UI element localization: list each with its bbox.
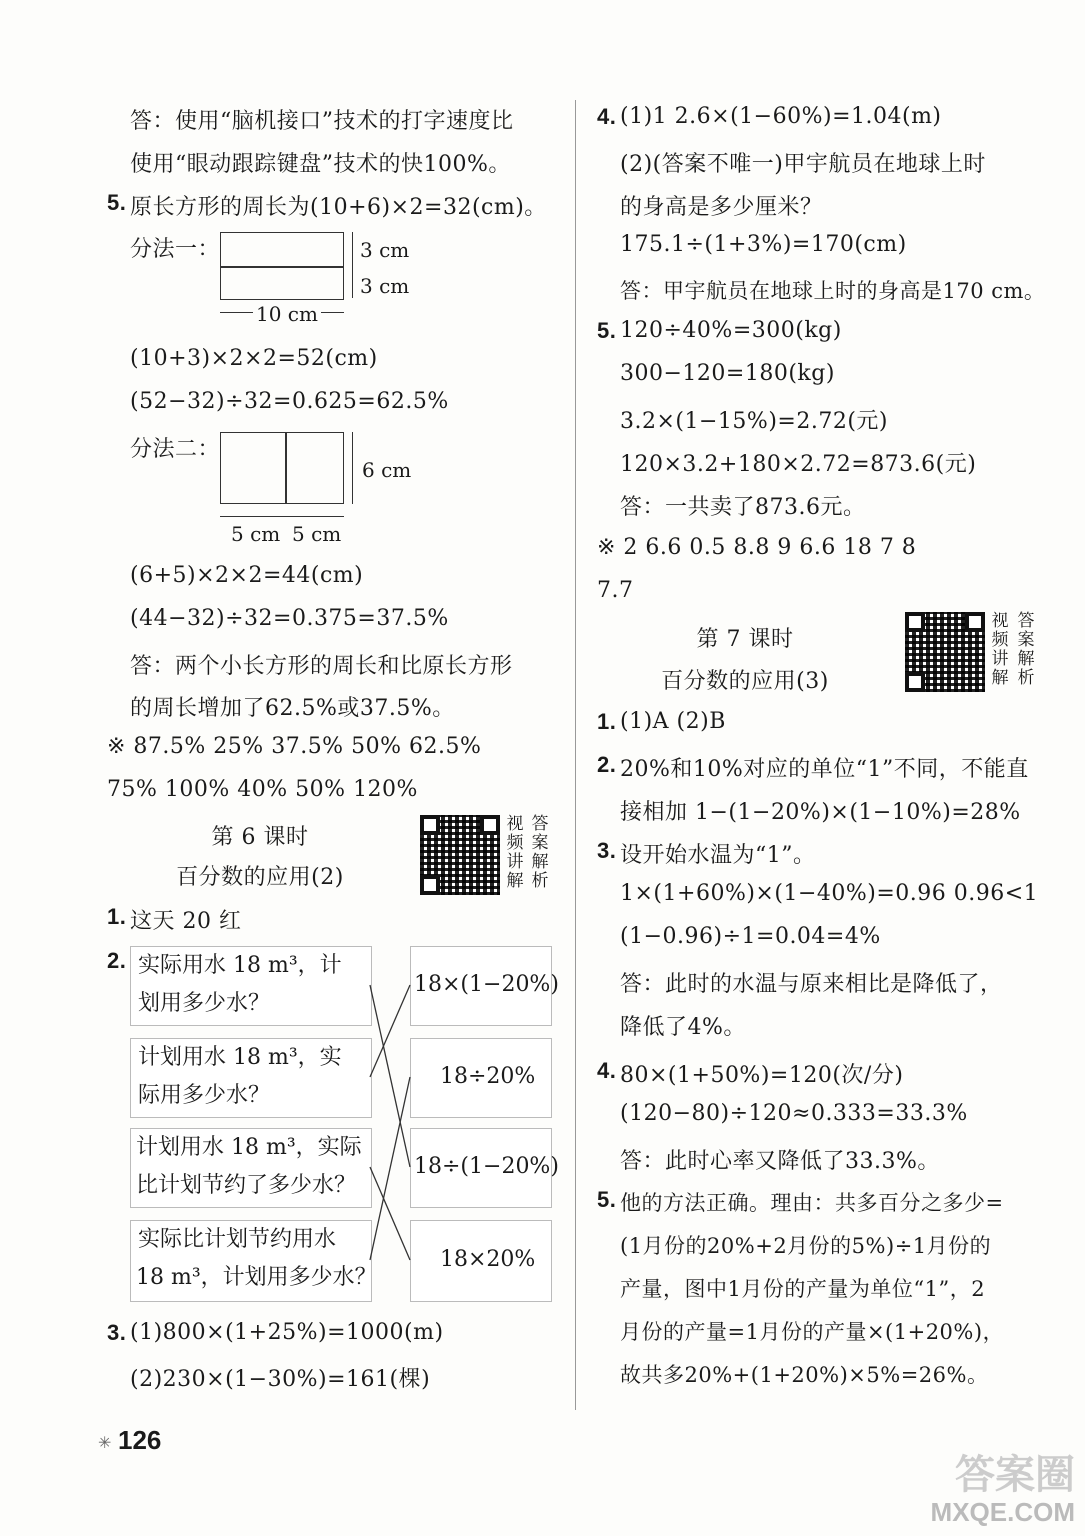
answer-line: 答：此时心率又降低了33.3%。 xyxy=(620,1149,940,1174)
qr-label: 答案解析 xyxy=(531,814,549,891)
answer-line: 的身高是多少厘米？ xyxy=(620,195,823,220)
question-number: 2. xyxy=(107,948,127,973)
answer-line: 月份的产量=1月份的产量×(1+20%)， xyxy=(620,1320,1005,1344)
calc-line: (120−80)÷120≈0.333=33.3% xyxy=(620,1101,968,1126)
calc-line: 120÷40%=300(kg) xyxy=(620,318,842,343)
watermark-logo: 答案圈 MXQE.COM xyxy=(930,1453,1075,1527)
calc-line: 300−120=180(kg) xyxy=(620,361,835,386)
match-left-line: 18 m³，计划用多少水？ xyxy=(136,1265,377,1290)
method-label: 分法二： xyxy=(130,437,221,462)
match-left-line: 计划用水 18 m³，实 xyxy=(138,1045,342,1070)
match-right-text: 18×(1−20%) xyxy=(414,972,559,997)
answer-line: 故共多20%+(1+20%)×5%=26%。 xyxy=(620,1363,989,1387)
match-line xyxy=(370,985,410,1167)
method-label: 分法一： xyxy=(130,237,221,262)
star-icon: ✳ xyxy=(98,1433,112,1452)
dimension-label: 3 cm xyxy=(360,238,410,262)
calc-line: 120×3.2+180×2.72=873.6(元) xyxy=(620,452,977,477)
calc-line: 175.1÷(1+3%)=170(cm) xyxy=(620,232,907,257)
question-number: 3. xyxy=(597,838,617,863)
qr-finder xyxy=(905,672,925,692)
match-left-line: 实际用水 18 m³，计 xyxy=(138,953,342,978)
bonus-line: 7.7 xyxy=(597,578,634,603)
answer-line: 使用“眼动跟踪键盘”技术的快100%。 xyxy=(130,152,511,177)
match-left-line: 计划用水 18 m³，实际 xyxy=(136,1135,362,1160)
match-left-line: 划用多少水？ xyxy=(138,991,271,1016)
answer-line: 答：两个小长方形的周长和比原长方形 xyxy=(130,654,513,679)
question-number: 1. xyxy=(107,904,127,929)
answer-line: 20%和10%对应的单位“1”不同，不能直 xyxy=(620,757,1029,782)
qr-finder xyxy=(905,612,925,632)
dimension-label: 5 cm xyxy=(231,522,281,546)
answer-line: 的周长增加了62.5%或37.5%。 xyxy=(130,696,455,721)
section-title: 第 7 课时 xyxy=(696,627,794,652)
answer-line: 他的方法正确。理由：共多百分之多少= xyxy=(620,1191,1004,1215)
section-subtitle: 百分数的应用(3) xyxy=(661,669,829,694)
dimension-label: 6 cm xyxy=(362,458,412,482)
answer-line: 答：此时的水温与原来相比是降低了， xyxy=(620,972,1003,997)
answer-line: (2)(答案不唯一)甲宇航员在地球上时 xyxy=(620,152,986,177)
qr-finder xyxy=(965,612,985,632)
qr-label: 答案解析 xyxy=(1017,611,1035,688)
answer-line: (1)A (2)B xyxy=(620,709,726,734)
calc-line: (44−32)÷32=0.375=37.5% xyxy=(130,606,449,631)
calc-line: (1)1 2.6×(1−60%)=1.04(m) xyxy=(620,104,942,129)
question-number: 4. xyxy=(597,1058,617,1083)
answer-line: 这天 20 红 xyxy=(130,909,242,934)
calc-line: (1)800×(1+25%)=1000(m) xyxy=(130,1320,444,1345)
dimension-label: 10 cm xyxy=(253,302,321,326)
answer-line: 答：甲宇航员在地球上时的身高是170 cm。 xyxy=(620,279,1046,303)
calc-line: (10+3)×2×2=52(cm) xyxy=(130,346,378,371)
match-right-text: 18÷(1−20%) xyxy=(414,1154,559,1179)
section-title: 第 6 课时 xyxy=(211,825,309,850)
dimension-label: 3 cm xyxy=(360,274,410,298)
qr-label: 视频讲解 xyxy=(991,611,1009,688)
match-left-line: 实际比计划节约用水 xyxy=(138,1227,337,1252)
calc-line: (52−32)÷32=0.625=62.5% xyxy=(130,389,449,414)
match-right-text: 18÷20% xyxy=(440,1064,536,1089)
answer-line: 产量，图中1月份的产量为单位“1”，2 xyxy=(620,1277,986,1301)
calc-line: 80×(1+50%)=120(次/分) xyxy=(620,1063,904,1088)
answer-line: 答：使用“脑机接口”技术的打字速度比 xyxy=(130,109,514,134)
answer-line: 答：一共卖了873.6元。 xyxy=(620,495,866,520)
bonus-line: ※ 2 6.6 0.5 8.8 9 6.6 18 7 8 xyxy=(597,535,917,560)
calc-line: 3.2×(1−15%)=2.72(元) xyxy=(620,409,889,434)
calc-line: 1×(1+60%)×(1−40%)=0.96 0.96<1 xyxy=(620,881,1039,906)
match-line xyxy=(370,985,410,1077)
question-text: 原长方形的周长为(10+6)×2=32(cm)。 xyxy=(130,195,547,220)
bonus-line: ※ 87.5% 25% 37.5% 50% 62.5% xyxy=(107,734,482,759)
answer-line: (1月份的20%+2月份的5%)÷1月份的 xyxy=(620,1234,992,1258)
answer-line: 设开始水温为“1”。 xyxy=(620,843,816,868)
question-number: 3. xyxy=(107,1320,127,1345)
calc-line: (6+5)×2×2=44(cm) xyxy=(130,563,364,588)
answer-line: 降低了4%。 xyxy=(620,1015,746,1040)
question-number: 5. xyxy=(597,318,617,343)
dimension-label: 5 cm xyxy=(292,522,342,546)
calc-line: (1−0.96)÷1=0.04=4% xyxy=(620,924,881,949)
calc-line: 接相加 1−(1−20%)×(1−10%)=28% xyxy=(620,800,1021,825)
match-line xyxy=(370,1167,410,1260)
question-number: 5. xyxy=(597,1187,617,1212)
match-left-line: 际用多少水？ xyxy=(138,1083,271,1108)
question-number: 2. xyxy=(597,752,617,777)
bonus-line: 75% 100% 40% 50% 120% xyxy=(107,777,418,802)
page-number: 126 xyxy=(118,1425,162,1455)
question-number: 1. xyxy=(597,709,617,734)
question-number: 5. xyxy=(107,190,127,215)
section-subtitle: 百分数的应用(2) xyxy=(176,865,344,890)
calc-line: (2)230×(1−30%)=161(棵) xyxy=(130,1367,431,1392)
match-line xyxy=(370,1077,410,1260)
question-number: 4. xyxy=(597,104,617,129)
match-right-text: 18×20% xyxy=(440,1247,536,1272)
qr-label: 视频讲解 xyxy=(506,814,524,891)
match-left-line: 比计划节约了多少水？ xyxy=(136,1173,357,1198)
